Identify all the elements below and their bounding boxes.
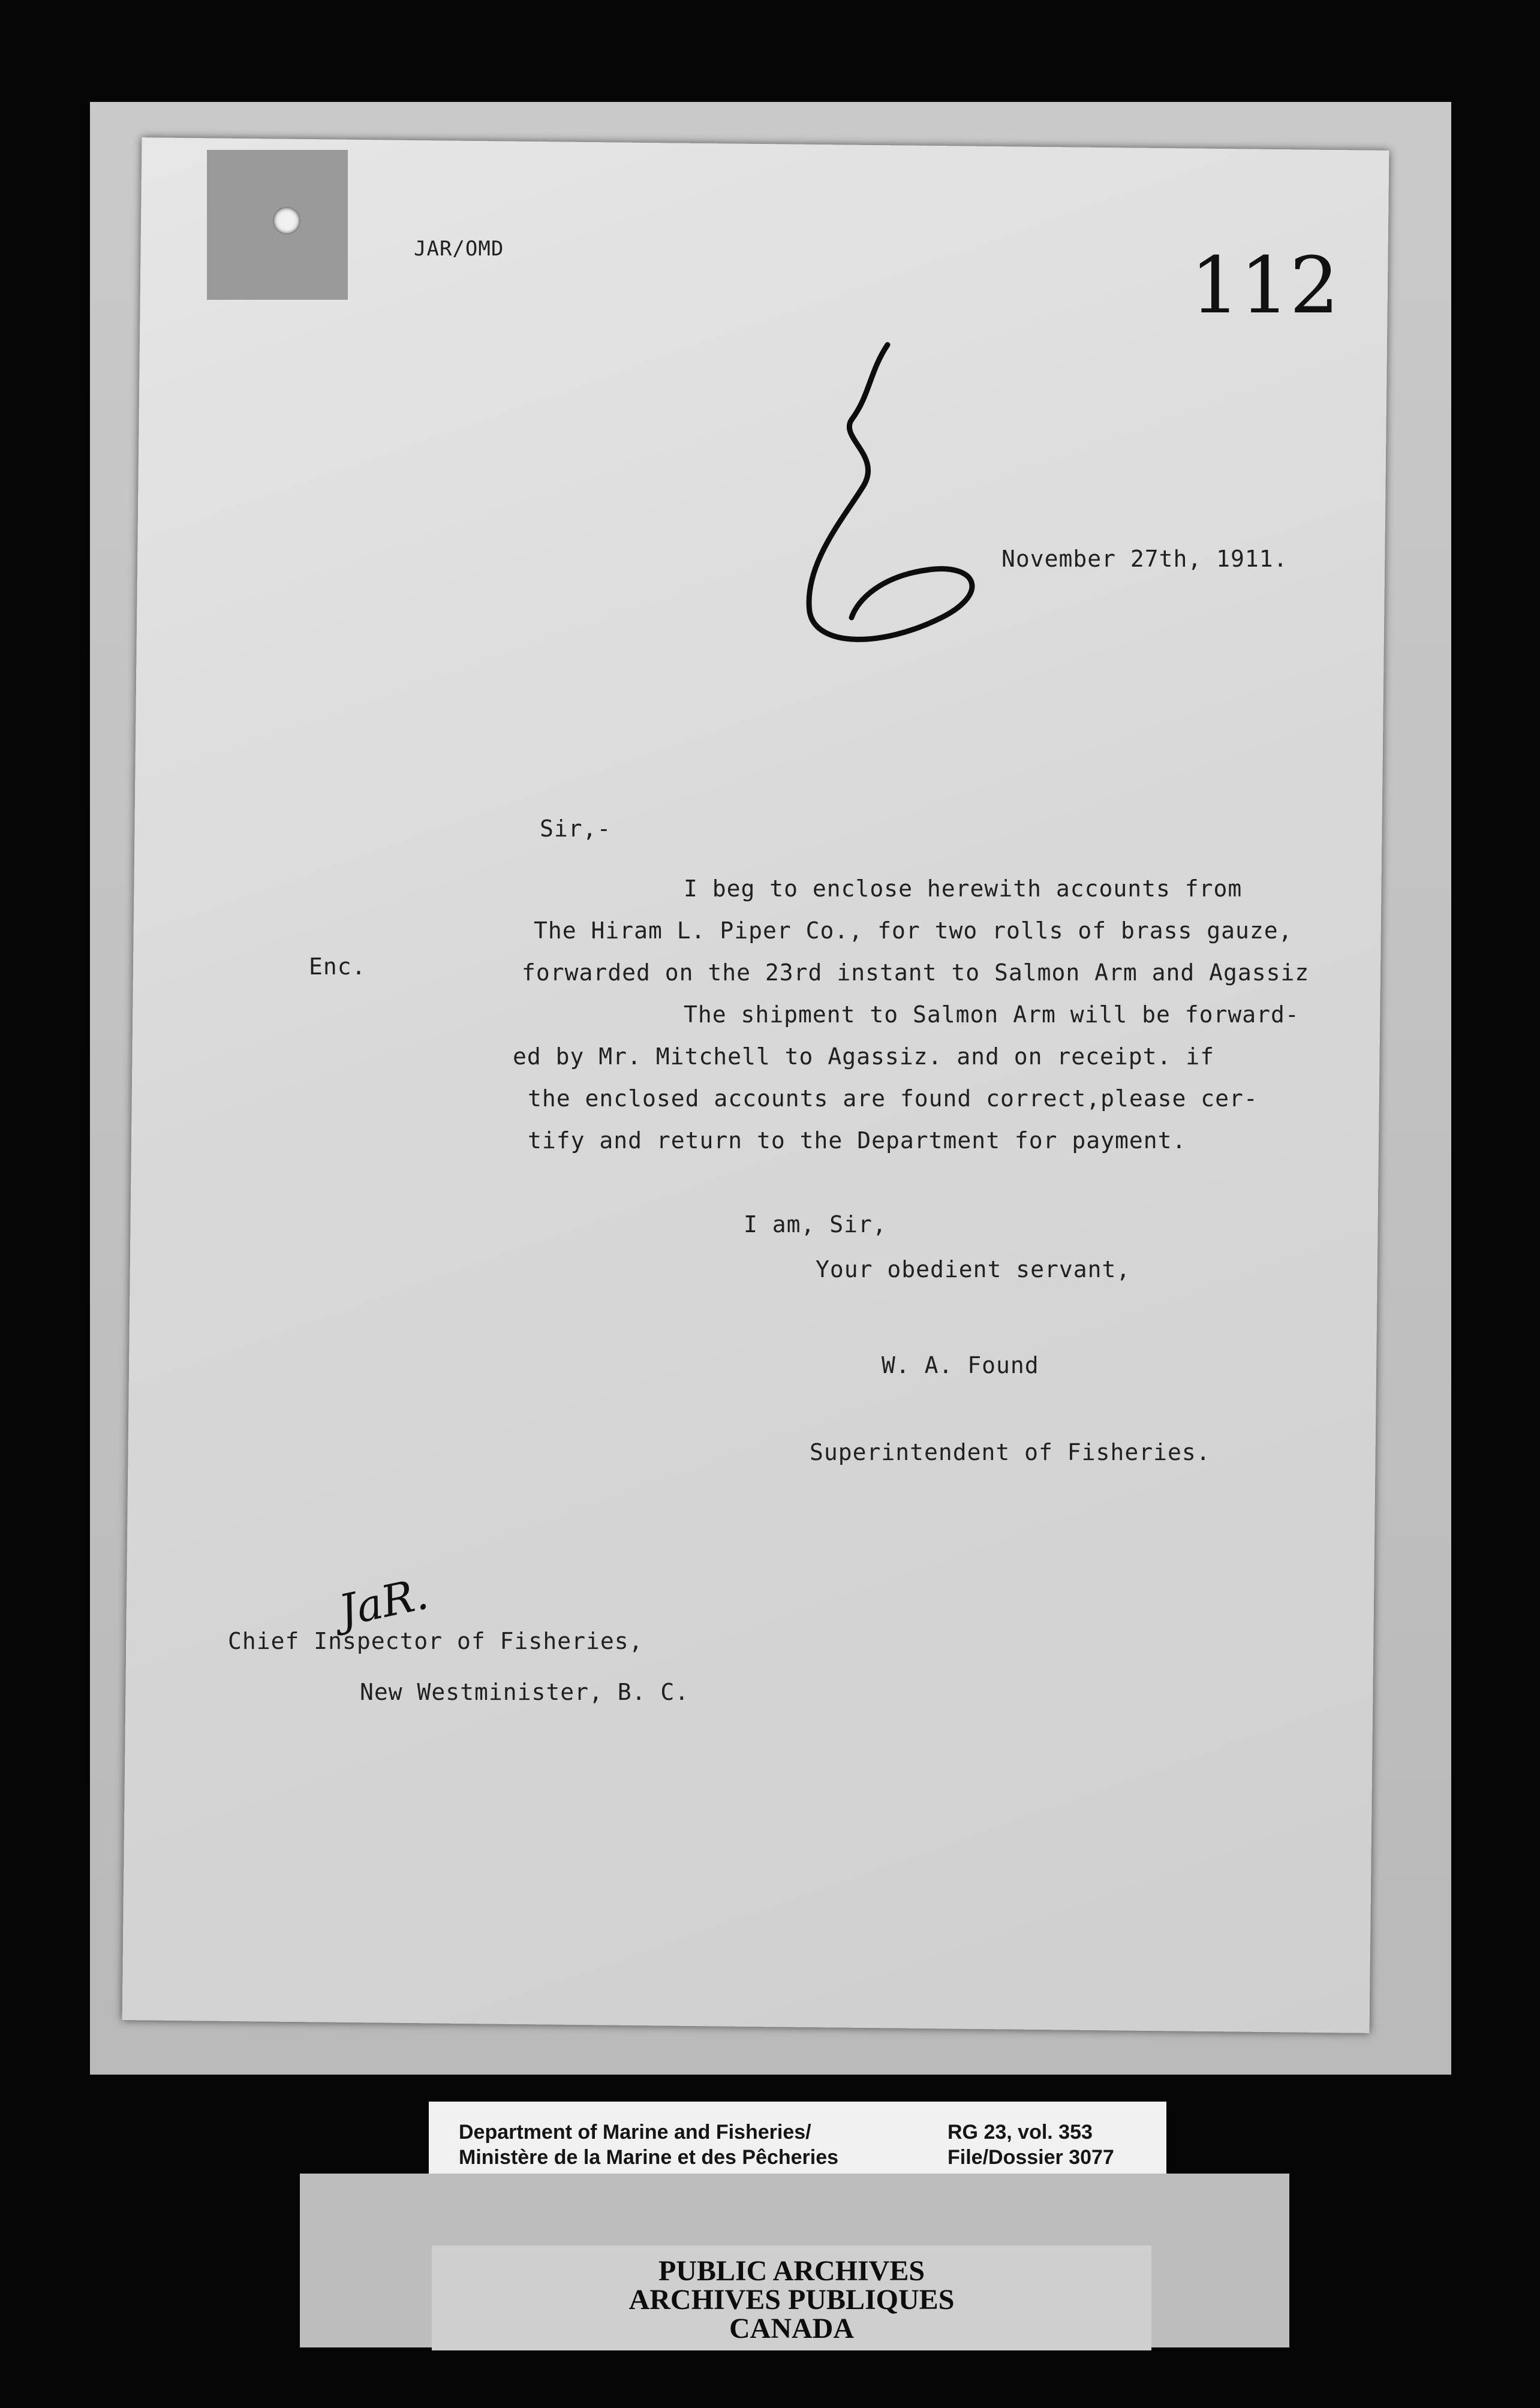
body-line-5: ed by Mr. Mitchell to Agassiz. and on receipt. if <box>513 1043 1215 1070</box>
stamp-line-3: CANADA <box>729 2313 854 2344</box>
page-number: 112 <box>1190 240 1340 331</box>
stamp-line-1: PUBLIC ARCHIVES <box>658 2255 925 2287</box>
enclosure-note: Enc. <box>309 953 366 980</box>
punch-hole <box>273 207 300 234</box>
label-dept-en: Department of Marine and Fisheries/ <box>459 2121 811 2144</box>
body-line-2: The Hiram L. Piper Co., for two rolls of brass gauze, <box>534 917 1293 944</box>
label-dept-fr: Ministère de la Marine et des Pêcheries <box>459 2146 839 2169</box>
handwritten-initials: JaR. <box>334 1568 432 1636</box>
closing-line-1: I am, Sir, <box>744 1211 887 1238</box>
closing-line-2: Your obedient servant, <box>816 1256 1131 1283</box>
salutation: Sir,- <box>540 815 612 842</box>
body-line-6: the enclosed accounts are found correct,please cer- <box>528 1085 1258 1112</box>
signature: W. A. Found <box>882 1352 1039 1378</box>
label-rg: RG 23, vol. 353 <box>948 2121 1093 2144</box>
recipient-line-2: New Westminister, B. C. <box>360 1679 690 1705</box>
reference-code: JAR/OMD <box>414 237 504 261</box>
body-line-7: tify and return to the Department for payment. <box>528 1127 1187 1154</box>
stamp-line-2: ARCHIVES PUBLIQUES <box>628 2284 955 2316</box>
signer-title: Superintendent of Fisheries. <box>810 1439 1211 1465</box>
margin-mark-six <box>798 336 995 654</box>
body-line-1: I beg to enclose herewith accounts from <box>684 875 1243 902</box>
label-file: File/Dossier 3077 <box>948 2146 1114 2169</box>
body-line-3: forwarded on the 23rd instant to Salmon Arm and Agassiz <box>522 959 1310 986</box>
body-line-4: The shipment to Salmon Arm will be forward- <box>684 1001 1300 1028</box>
recipient-line-1: Chief Inspector of Fisheries, <box>228 1628 643 1654</box>
letter-date: November 27th, 1911. <box>1001 546 1288 572</box>
